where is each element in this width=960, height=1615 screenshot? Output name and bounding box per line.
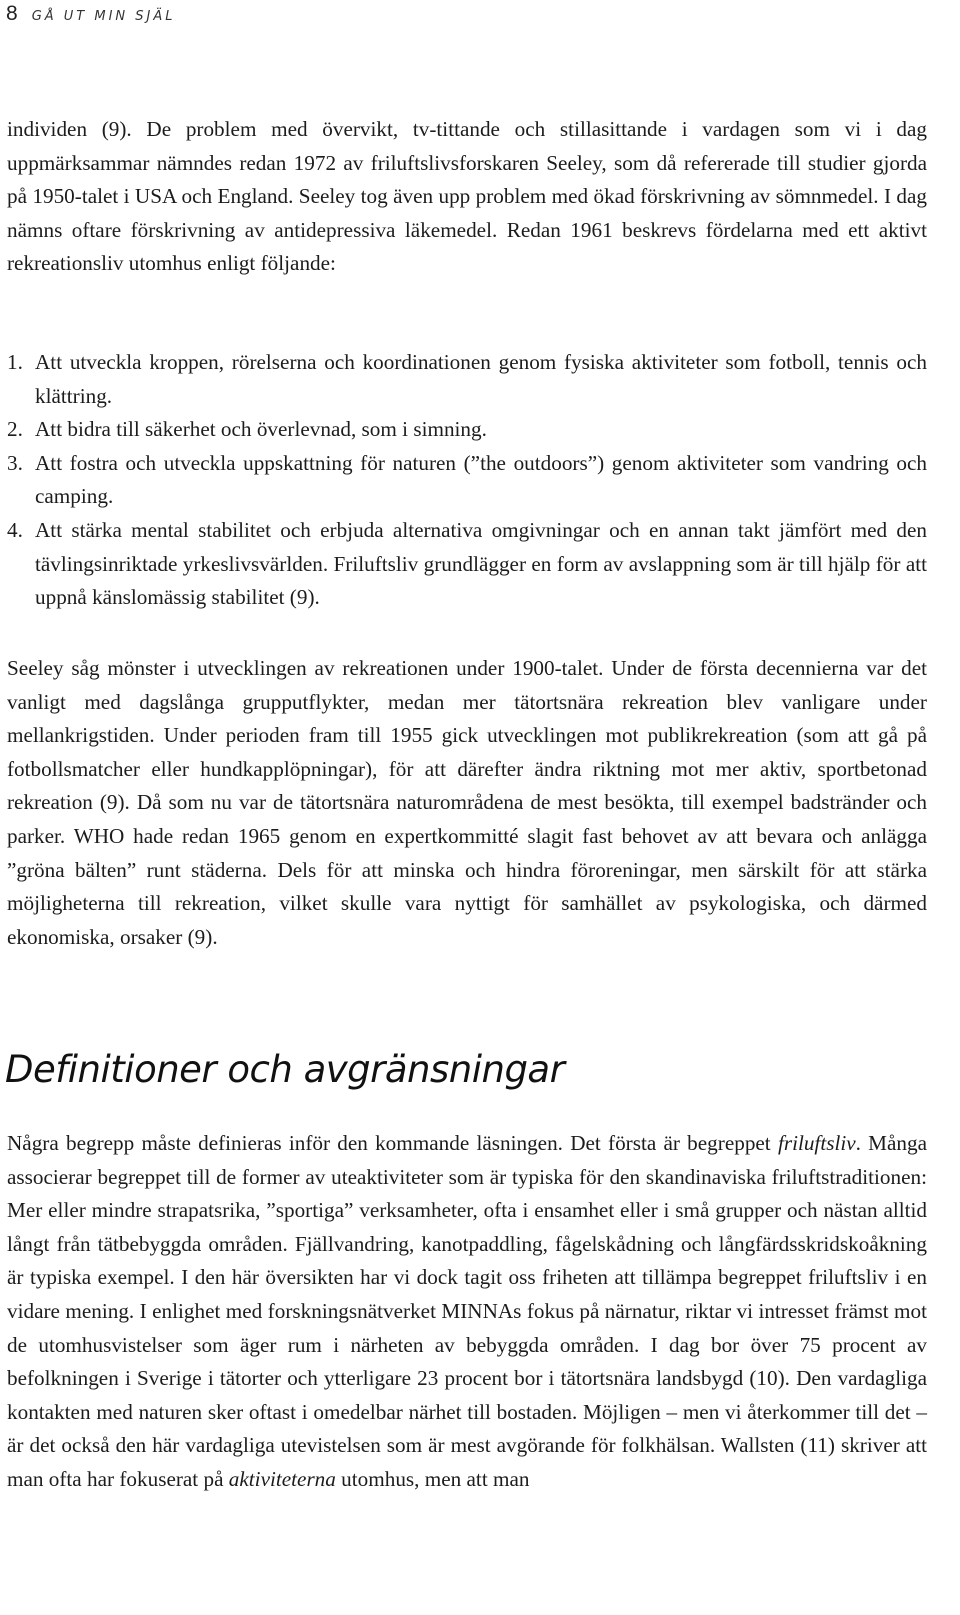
intro-paragraph: [7, 113, 927, 281]
page-number: 8: [6, 2, 18, 25]
list-item: [7, 346, 927, 413]
list-item-text: Att stärka mental stabilitet och erbjuda alternativa omgivningar och en annan takt jämfört med den tävlingsinriktade yrkeslivsvärlden. Friluftsliv grundlägger en form av avslappning som är till hjälp för att uppnå känslomässig stabilitet (9).: [35, 517, 927, 610]
seeley-paragraph-text: Seeley såg mönster i utvecklingen av rekreationen under 1900-talet. Under de första decennierna var det vanligt med dagslånga grupputflykter, medan mer tätortsnära rekreation blev vanligare under mellankrigstiden. Under perioden fram till 1955 gick utvecklingen mot publikrekreation (som att gå på fotbollsmatcher eller hundkapplöpningar), för att därefter ändra riktning mot mer aktiv, sportbetonad rekreation (9). Då som nu var de tätortsnära naturområdena de mest besökta, till exempel badstränder och parker. WHO hade redan 1965 genom en expertkommitté slagit fast behovet av att bevara och anlägga ”gröna bälten” runt städerna. Dels för att minska och hindra föroreningar, men särskilt för att stärka möjligheterna till rekreation, vilket skulle vara nyttigt för samhället av psykologiska, och därmed ekonomiska, orsaker (9).: [7, 656, 927, 949]
term-aktiviteterna: aktiviteterna: [228, 1466, 336, 1491]
definitions-paragraph: [7, 1127, 927, 1497]
benefits-list: [7, 346, 927, 615]
intro-paragraph-text: individen (9). De problem med övervikt, tv-tittande och stillasittande i vardagen som vi i dag uppmärksammar nämndes redan 1972 av friluftslivsforskaren Seeley, som då refererade till studier gjorda på 1950-talet i USA och England. Seeley tog även upp problem med ökad förskrivning av sömnmedel. I dag nämns oftare förskrivning av antidepressiva läkemedel. Redan 1961 beskrevs fördelarna med ett aktivt rekreationsliv utomhus enligt följande:: [7, 117, 927, 276]
list-item-text: Att utveckla kroppen, rörelserna och koordinationen genom fysiska aktiviteter som fotboll, tennis och klättring.: [35, 350, 927, 408]
list-item-number: 3.: [7, 450, 23, 475]
term-friluftsliv: friluftsliv: [777, 1131, 856, 1155]
list-item-number: 2.: [7, 417, 23, 442]
list-item: [7, 447, 927, 514]
running-header: [6, 2, 176, 32]
list-item-text: Att fostra och utveckla uppskattning för naturen (”the outdoors”) genom aktiviteter som vandring och camping.: [35, 450, 927, 509]
list-item-text: Att bidra till säkerhet och överlevnad, som i simning.: [35, 417, 487, 442]
list-item: [7, 514, 927, 615]
definitions-text-part: utomhus, men att man: [335, 1466, 530, 1491]
section-heading: Definitioner och avgränsningar: [5, 1048, 565, 1091]
list-item-number: 4.: [7, 517, 23, 542]
list-item: [7, 413, 927, 447]
running-title: GÅ UT MIN SJÄL: [31, 9, 176, 24]
seeley-paragraph: [7, 652, 927, 954]
definitions-text-part: Några begrepp måste definieras inför den kommande läsningen. Det första är begreppet: [7, 1131, 778, 1155]
list-item-number: 1.: [7, 350, 23, 374]
definitions-paragraph-text: [7, 1127, 927, 1497]
definitions-text-part: . Många associerar begreppet till de former av uteaktiviteter som är typiska för den skandinaviska friluftstraditionen: Mer eller mindre strapatsrika, ”sportiga” verksamheter, ofta i ensamhet eller i små grupper och nästan alltid långt från tätbebyggda områden. Fjällvandring, kanotpaddling, fågelskådning och långfärdsskridskoåkning är typiska exempel. I den här översikten har vi dock tagit oss friheten att tillämpa begreppet friluftsliv i en vidare mening. I enlighet med forskningsnätverket MINNAs fokus på närnatur, riktar vi intresset främst mot de utomhusvistelser som äger rum i närheten av bebyggda områden. I dag bor över 75 procent av befolkningen i Sverige i tätorter och ytterligare 23 procent bor i tätortsnära landsbygd (10). Den vardagliga kontakten med naturen sker oftast i omedelbar närhet till bostaden. Möjligen – men vi återkommer till det – är det också den här vardagliga utevistelsen som är mest avgörande för folkhälsan. Wallsten (11) skriver att man ofta har fokuserat på: [7, 1131, 928, 1491]
